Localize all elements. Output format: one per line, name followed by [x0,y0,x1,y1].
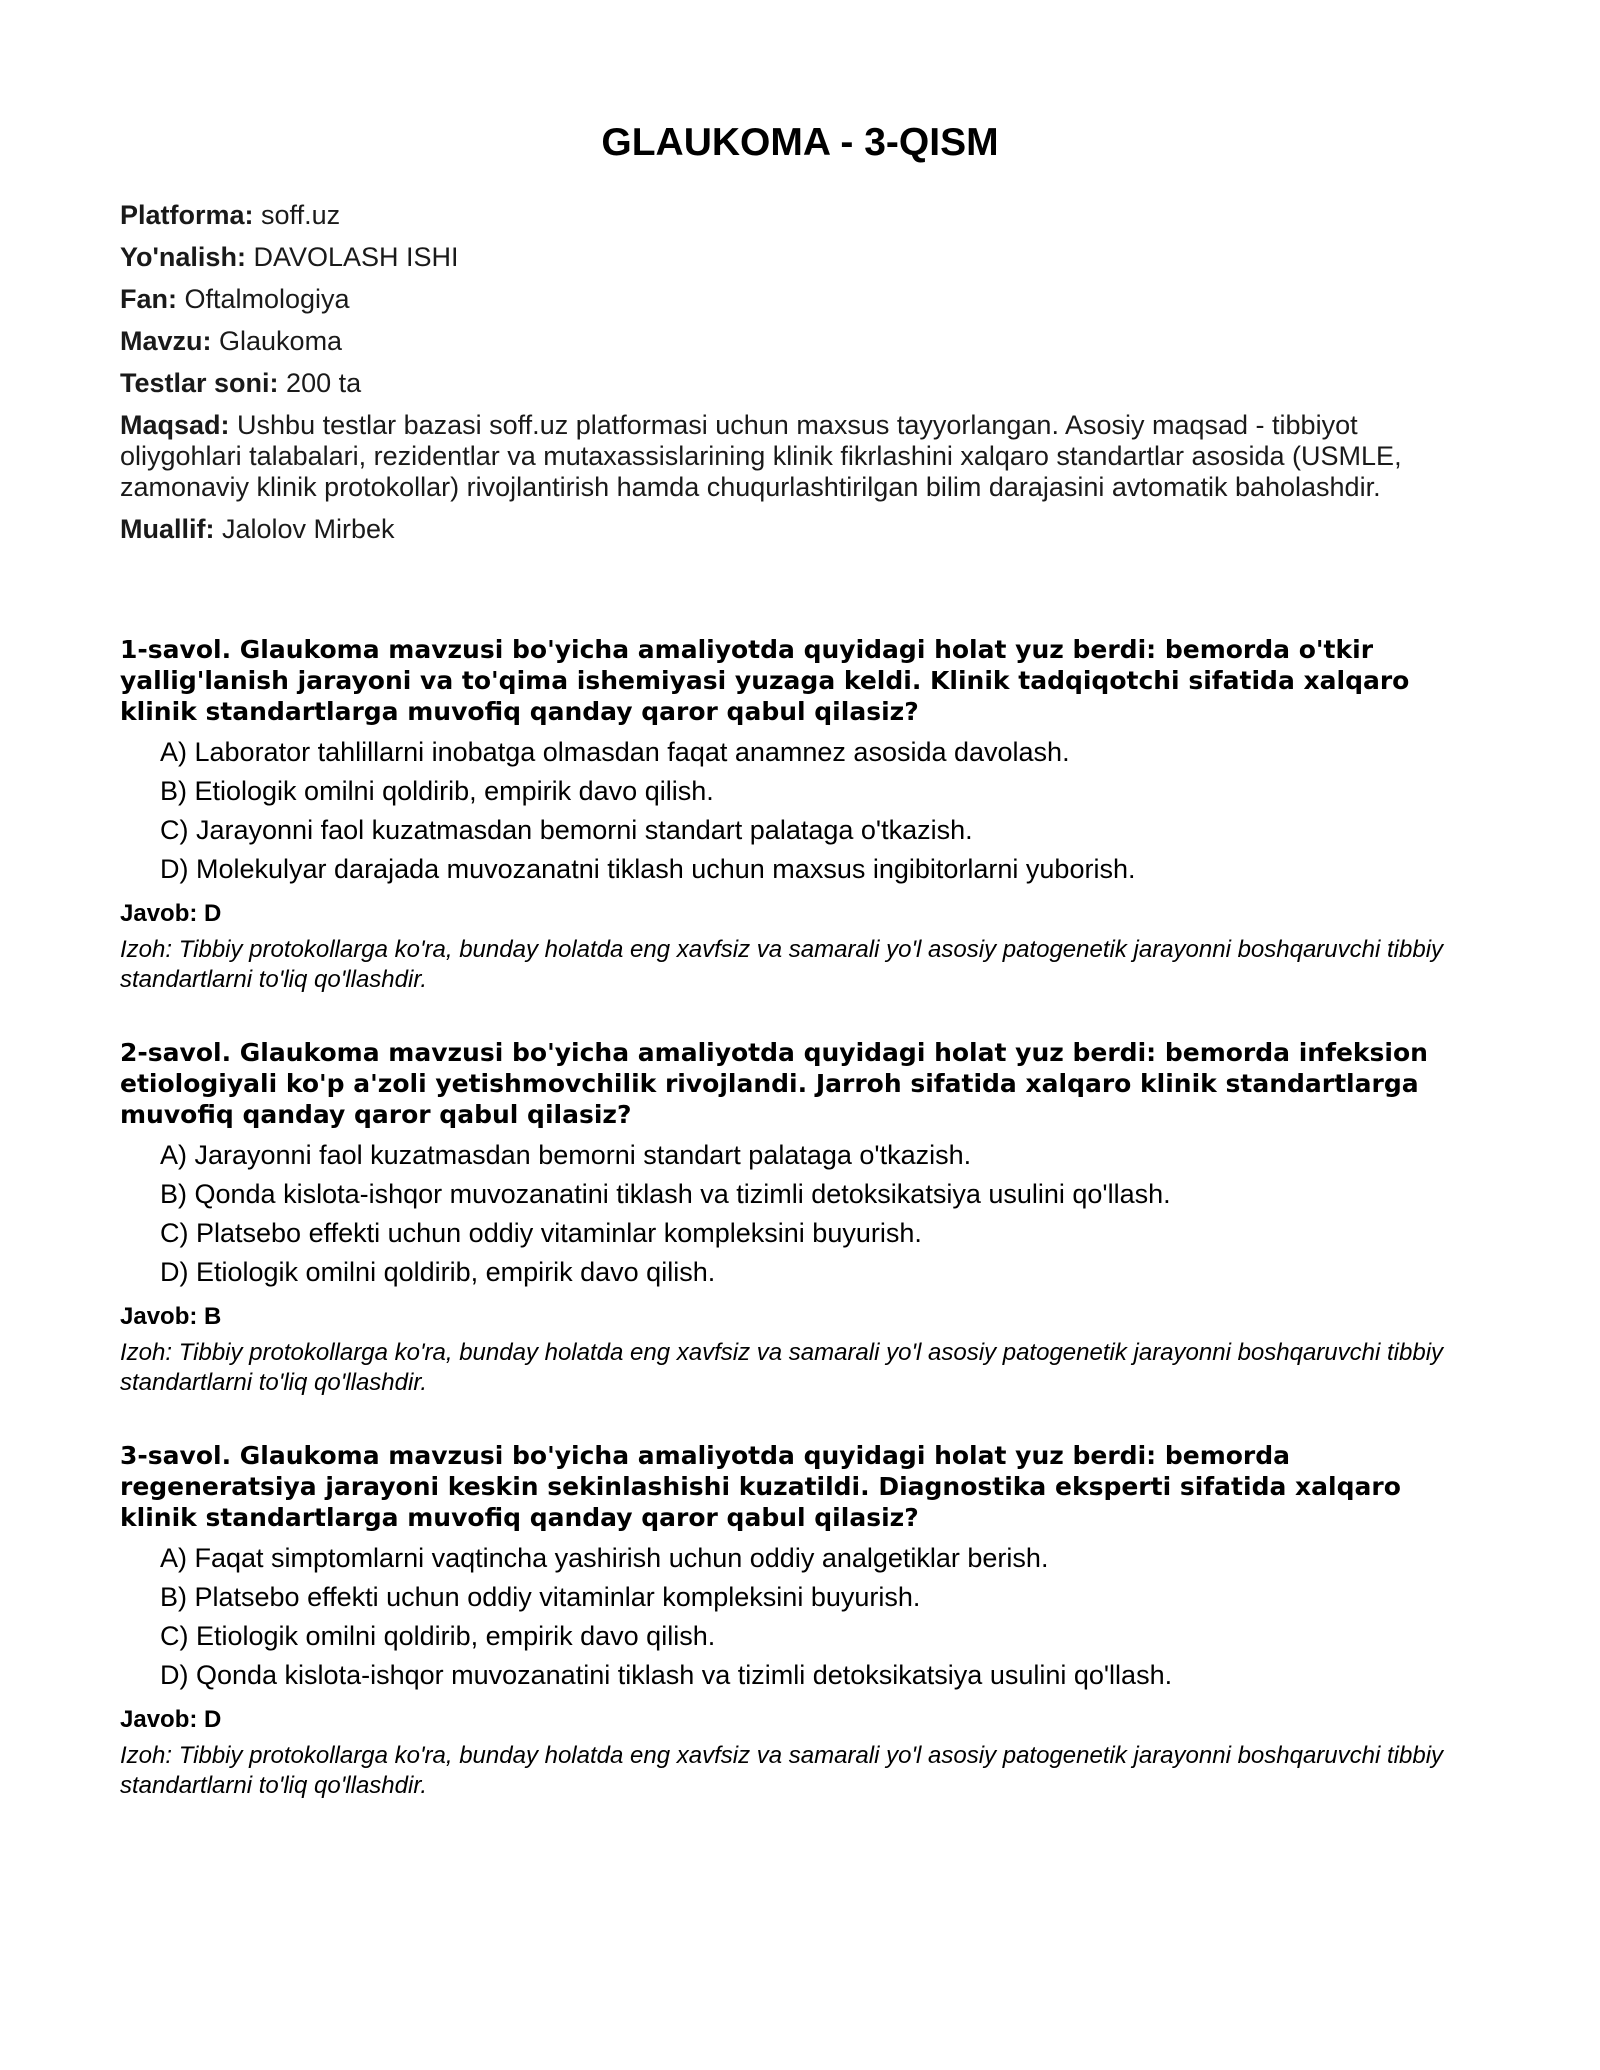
meta-subject [120,284,1480,315]
meta-direction [120,242,1480,273]
meta-value: 200 ta [278,368,362,398]
answer-option: D) Qonda kislota-ishqor muvozanatini tiklash va tizimli detoksikatsiya usulini qo'llash. [160,1660,1173,1690]
meta-value: Glaukoma [211,326,343,356]
meta-author [120,514,1480,545]
question-text: 2-savol. Glaukoma mavzusi bo'yicha amaliyotda quyidagi holat yuz berdi: bemorda infeksion etiologiyali ko'p a'zoli yetishmovchilik rivojlandi. Jarroh sifatida xalqaro klinik standartlarga muvofiq qanday qaror qabul qilasiz? [120,1038,1428,1129]
answer-option: C) Etiologik omilni qoldirib, empirik davo qilish. [160,1621,716,1651]
answer-option: B) Qonda kislota-ishqor muvozanatini tiklash va tizimli detoksikatsiya usulini qo'llash. [160,1179,1171,1209]
meta-label: Testlar soni: [120,368,279,398]
meta-test-count [120,368,1480,399]
answer-option: B) Platsebo effekti uchun oddiy vitaminlar kompleksini buyurish. [160,1582,921,1612]
answer-option: B) Etiologik omilni qoldirib, empirik davo qilish. [160,776,714,806]
meta-value: Ushbu testlar bazasi soff.uz platformasi uchun maxsus tayyorlangan. Asosiy maqsad - tibbiyot oliygohlari talabalari, rezidentlar va mutaxassislarining klinik fikrlashini xalqaro standartlar asosida (USMLE, zamonaviy klinik protokollar) rivojlantirish hamda chuqurlashtirilgan bilim darajasini avtomatik baholashdir. [120,410,1402,502]
meta-purpose [120,410,1480,503]
answer-option: C) Jarayonni faol kuzatmasdan bemorni standart palataga o'tkazish. [160,815,973,845]
answer-explanation: Izoh: Tibbiy protokollarga ko'ra, bunday holatda eng xavfsiz va samarali yo'l asosiy patogenetik jarayonni boshqaruvchi tibbiy standartlarni to'liq qo'llashdir. [120,1339,1444,1396]
question-text: 1-savol. Glaukoma mavzusi bo'yicha amaliyotda quyidagi holat yuz berdi: bemorda o'tkir yallig'lanish jarayoni va to'qima ishemiyasi yuzaga keldi. Klinik tadqiqotchi sifatida xalqaro klinik standartlarga muvofiq qanday qaror qabul qilasiz? [120,635,1410,726]
section-spacer [120,556,1480,634]
meta-value: DAVOLASH ISHI [245,242,459,272]
answer-option: A) Laborator tahlillarni inobatga olmasdan faqat anamnez asosida davolash. [160,737,1070,767]
meta-label: Mavzu: [120,326,212,356]
answer-option: A) Faqat simptomlarni vaqtincha yashirish uchun oddiy analgetiklar berish. [160,1543,1049,1573]
meta-platform [120,200,1480,231]
meta-label: Muallif: [120,514,215,544]
answer-option: D) Molekulyar darajada muvozanatni tiklash uchun maxsus ingibitorlarni yuborish. [160,854,1136,884]
meta-label: Yo'nalish: [120,242,246,272]
correct-answer: Javob: B [120,1303,222,1330]
answer-explanation: Izoh: Tibbiy protokollarga ko'ra, bunday holatda eng xavfsiz va samarali yo'l asosiy patogenetik jarayonni boshqaruvchi tibbiy standartlarni to'liq qo'llashdir. [120,1742,1444,1799]
meta-label: Platforma: [120,200,254,230]
meta-label: Fan: [120,284,177,314]
document-meta [120,200,1480,545]
answer-option: A) Jarayonni faol kuzatmasdan bemorni standart palataga o'tkazish. [160,1140,972,1170]
meta-value: Oftalmologiya [177,284,350,314]
correct-answer: Javob: D [120,900,222,927]
correct-answer: Javob: D [120,1706,222,1733]
answer-explanation: Izoh: Tibbiy protokollarga ko'ra, bunday holatda eng xavfsiz va samarali yo'l asosiy patogenetik jarayonni boshqaruvchi tibbiy standartlarni to'liq qo'llashdir. [120,936,1444,993]
answer-option: D) Etiologik omilni qoldirib, empirik davo qilish. [160,1257,716,1287]
answer-option: C) Platsebo effekti uchun oddiy vitaminlar kompleksini buyurish. [160,1218,922,1248]
question-block [120,634,1480,995]
meta-label: Maqsad: [120,410,230,440]
meta-topic [120,326,1480,357]
document-title: GLAUKOMA - 3-QISM [601,121,999,164]
meta-value: soff.uz [253,200,341,230]
meta-value: Jalolov Mirbek [214,514,395,544]
question-block [120,1440,1480,1801]
question-block [120,1037,1480,1398]
question-text: 3-savol. Glaukoma mavzusi bo'yicha amaliyotda quyidagi holat yuz berdi: bemorda regeneratsiya jarayoni keskin sekinlashishi kuzatildi. Diagnostika eksperti sifatida xalqaro klinik standartlarga muvofiq qanday qaror qabul qilasiz? [120,1441,1401,1532]
